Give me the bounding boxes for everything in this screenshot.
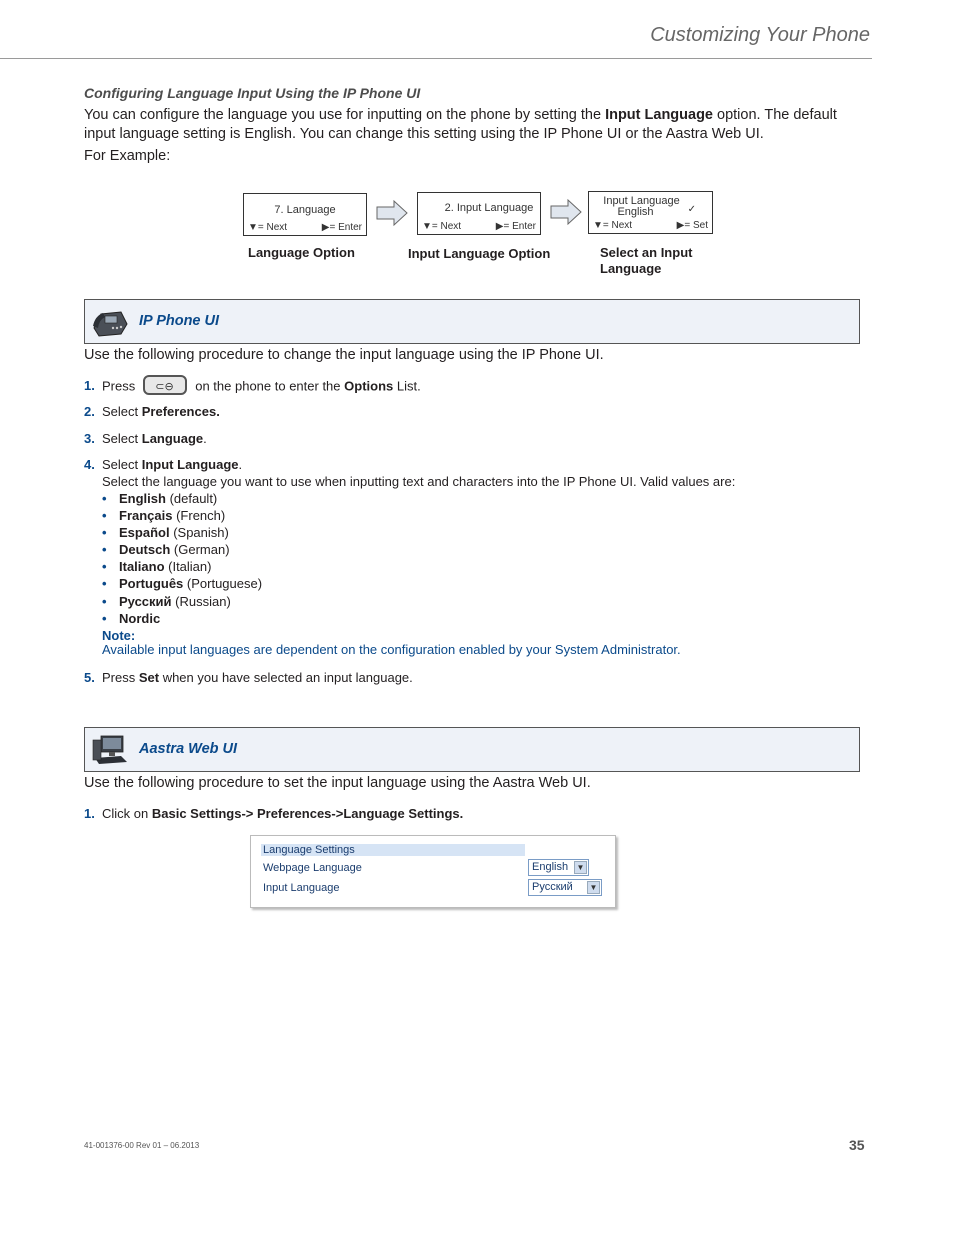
screen-set: ▶= Set (676, 220, 708, 231)
step-bold: Language (141, 431, 204, 446)
ip-phone-ui-heading-box (84, 299, 860, 344)
computer-icon (91, 734, 129, 766)
screen-next: ▼= Next (248, 222, 288, 233)
step-text: Select (102, 431, 142, 446)
check-icon: ✓ (687, 204, 696, 215)
step-bold: Preferences. (141, 404, 220, 419)
language-item-french: • Français (French) (102, 508, 226, 523)
screen-line: Input Language (603, 195, 680, 207)
caption-input-language-option: Input Language Option (408, 246, 551, 261)
step-number: 1. (84, 806, 95, 821)
for-example-label: For Example: (84, 148, 171, 164)
step-bold: Basic Settings-> Preferences->Language Settings. (151, 806, 464, 821)
screen-enter: ▶= Enter (321, 222, 362, 233)
phone-screen-language (243, 193, 367, 236)
step-text: on the phone to enter the (195, 378, 345, 394)
step-number: 1. (84, 378, 95, 393)
input-language-select[interactable] (528, 879, 602, 896)
phone-screen-select-input (588, 191, 713, 234)
web-ui-heading: Aastra Web UI (139, 741, 238, 757)
intro-bold: Input Language (605, 107, 713, 123)
web-ui-heading-box (84, 727, 860, 772)
caption-select-input-language: Select an Input Language (600, 245, 693, 276)
language-item-german: • Deutsch (German) (102, 542, 230, 557)
caption-language-option: Language Option (248, 245, 355, 260)
step-bold: Set (138, 670, 160, 685)
page-number: 35 (849, 1137, 865, 1153)
language-item-russian: • Русский (Russian) (102, 594, 231, 609)
arrow-right-icon (376, 199, 408, 227)
step-text: . (238, 457, 243, 472)
screen-next: ▼= Next (593, 220, 633, 231)
intro-text: You can configure the language you use for inputting on the phone by setting the (84, 107, 606, 123)
note-label: Note: (102, 628, 136, 643)
language-settings-header: Language Settings (261, 844, 525, 856)
chevron-down-icon: ▼ (587, 881, 600, 894)
step-number: 3. (84, 431, 95, 446)
step-text: List. (393, 378, 421, 394)
step-text: Press (102, 378, 136, 394)
step-number: 2. (84, 404, 95, 419)
webpage-language-label: Webpage Language (263, 862, 362, 874)
screen-line: English (617, 206, 654, 218)
options-key-icon: ⊂⊖ (143, 375, 187, 395)
step-4-detail: Select the language you want to use when inputting text and characters into the IP Phone UI. Valid values are: (102, 474, 736, 489)
step-text: . (203, 431, 207, 446)
language-item-spanish: • Español (Spanish) (102, 525, 229, 540)
screen-next: ▼= Next (422, 221, 462, 232)
step-number: 5. (84, 670, 95, 685)
page-header-title: Customizing Your Phone (650, 24, 870, 46)
step-bold: Input Language (141, 457, 239, 472)
ip-phone-intro: Use the following procedure to change the input language using the IP Phone UI. (84, 347, 604, 363)
screen-line: 7. Language (274, 204, 336, 216)
step-text: when you have selected an input language. (159, 670, 413, 685)
language-item-english: • English (default) (102, 491, 218, 506)
language-item-portuguese: • Português (Portuguese) (102, 576, 263, 591)
webpage-language-select[interactable] (528, 859, 589, 876)
intro-text-end: option. The default input language setting is English. You can change this setting using the IP Phone UI or the Aastra Web UI. (84, 107, 837, 142)
phone-screen-input-language (417, 192, 541, 235)
step-bold: Options (344, 378, 394, 394)
step-text: Select (102, 404, 142, 419)
intro-paragraph (84, 106, 864, 144)
screen-line: 2. Input Language (444, 202, 534, 214)
language-settings-screenshot (250, 835, 616, 908)
chevron-down-icon: ▼ (574, 861, 587, 874)
input-language-label: Input Language (263, 882, 340, 894)
language-item-nordic: • Nordic (102, 611, 161, 626)
ip-phone-ui-heading: IP Phone UI (139, 313, 220, 329)
step-text: Select (102, 457, 142, 472)
header-rule (0, 58, 872, 59)
note-text: Available input languages are dependent on the configuration enabled by your System Administrator. (102, 642, 681, 657)
screen-enter: ▶= Enter (495, 221, 536, 232)
step-text: Press (102, 670, 139, 685)
section-title: Configuring Language Input Using the IP Phone UI (84, 85, 421, 101)
select-value: Русский (532, 881, 573, 893)
language-item-italian: • Italiano (Italian) (102, 559, 212, 574)
step-number: 4. (84, 457, 95, 472)
footer-doc-id: 41-001376-00 Rev 01 – 06.2013 (84, 1141, 200, 1150)
select-value: English (532, 861, 569, 873)
step-text: Click on (102, 806, 152, 821)
web-ui-intro: Use the following procedure to set the input language using the Aastra Web UI. (84, 775, 591, 791)
desk-phone-icon (91, 306, 129, 338)
